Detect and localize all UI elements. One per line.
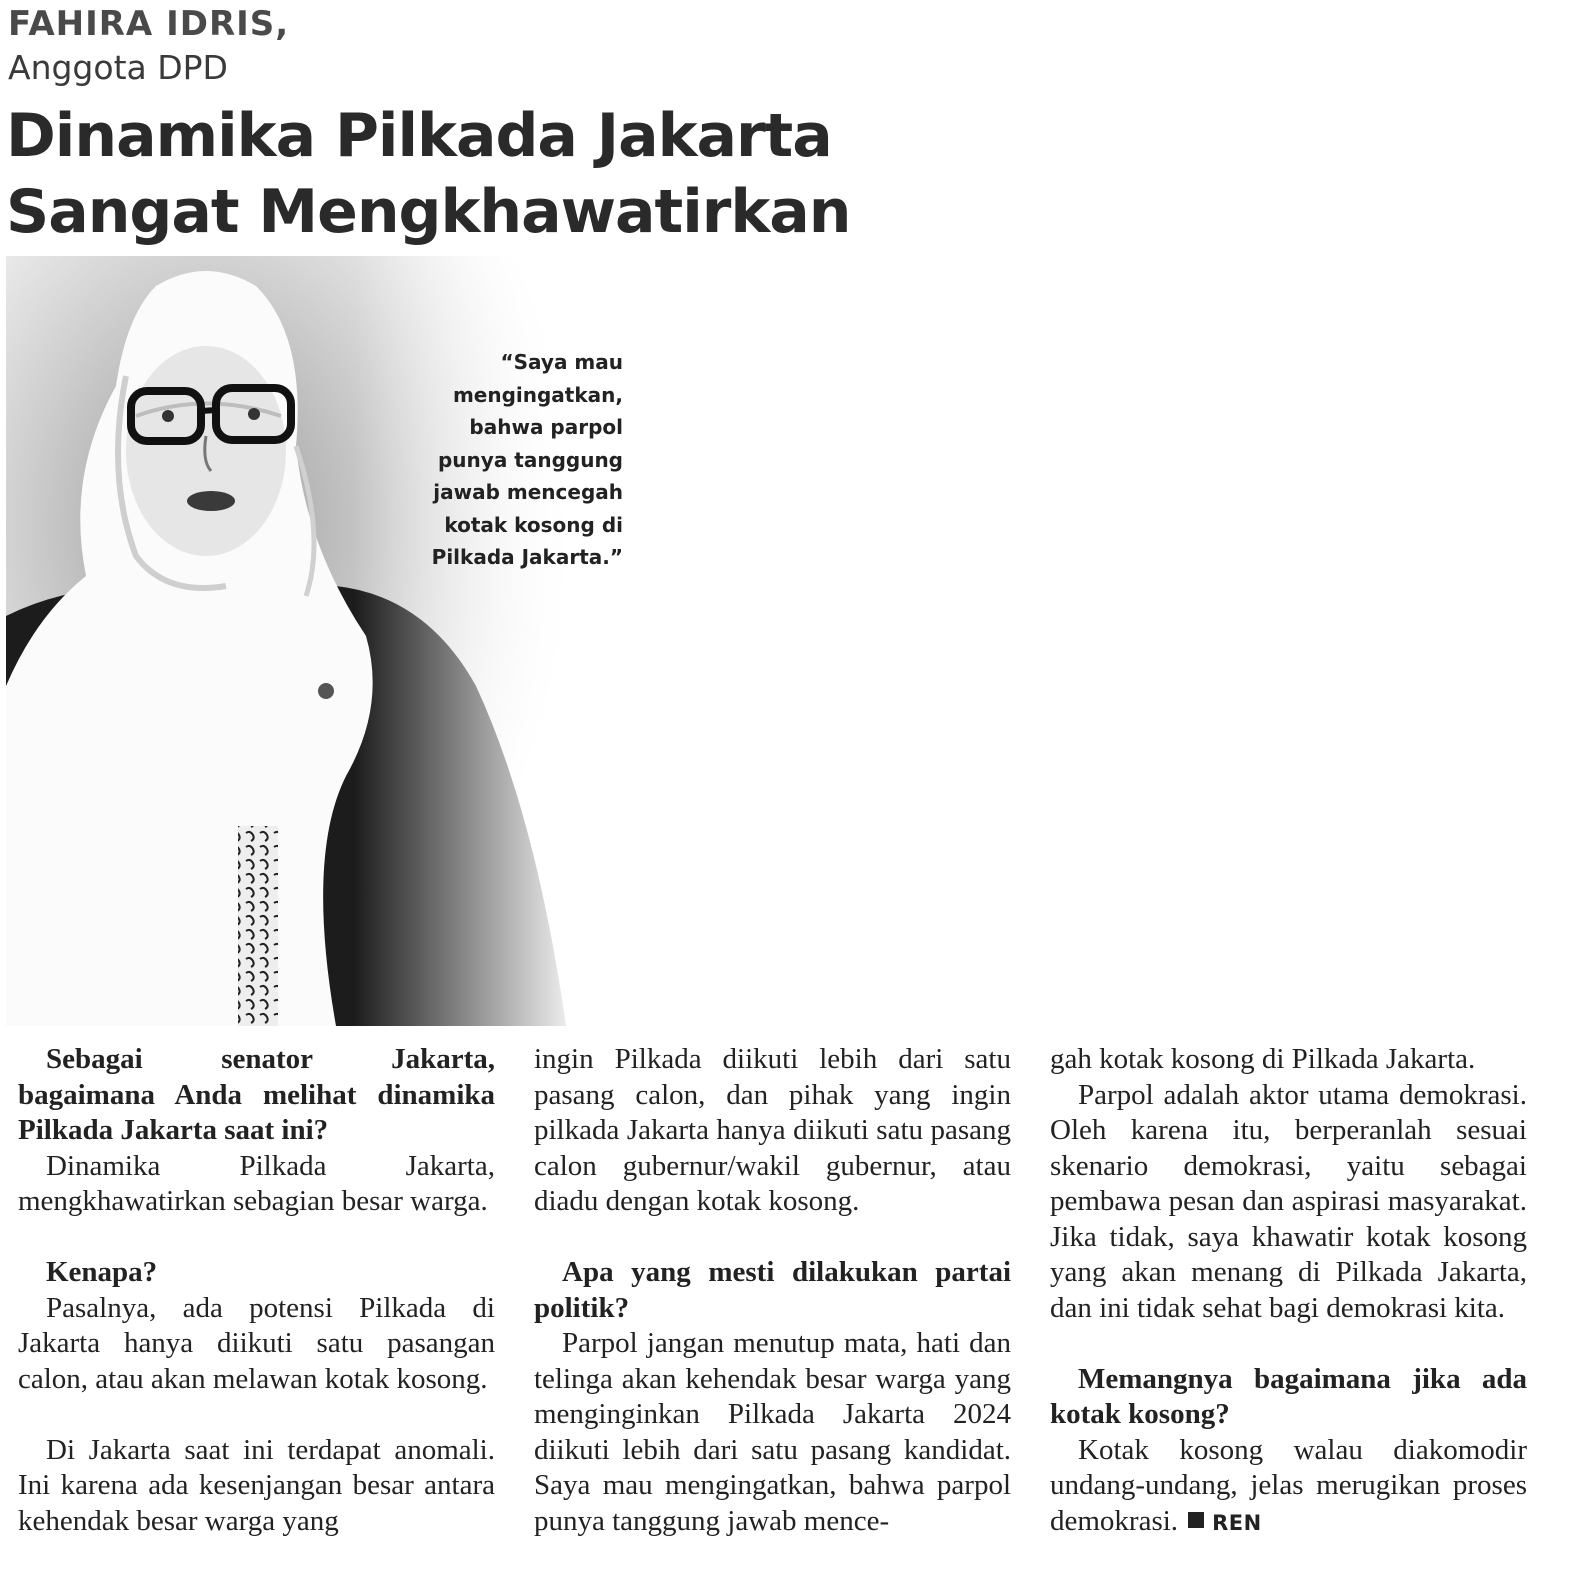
headline-line-1: Dinamika Pilkada Jakarta (6, 101, 832, 171)
end-mark-icon (1188, 1512, 1204, 1528)
question-1: Sebagai senator Jakarta, bagaimana Anda melihat dinamika Pilkada Jakarta saat ini? (18, 1043, 495, 1146)
article-column-3 (1050, 1042, 1527, 1541)
question-4: Memangnya bagaimana jika ada kotak kosong? (1050, 1362, 1527, 1430)
answer-3: Di Jakarta saat ini terdapat anomali. Ini karena ada kesenjangan besar antara kehendak besar warga yang (18, 1433, 495, 1537)
answer-2: Pasalnya, ada potensi Pilkada di Jakarta hanya diikuti satu pasangan calon, atau akan melawan kotak kosong. (18, 1291, 495, 1395)
pull-quote-line: jawab mencegah (433, 480, 623, 504)
answer-4: Parpol jangan menutup mata, hati dan telinga akan kehendak besar warga yang menginginkan Pilkada Jakarta 2024 diikuti lebih dari satu pasang kandidat. Saya mau mengingatkan, bahwa parpol punya tanggung jawab mence- (534, 1327, 1011, 1537)
headline (6, 98, 851, 250)
answer-5: Parpol adalah aktor utama demokrasi. Oleh karena itu, berperanlah sesuai skenario demokrasi, yaitu sebagai pembawa pesan dan aspirasi masyarakat. Jika tidak, saya khawatir kotak kosong yang akan menang di Pilkada Jakarta, dan ini tidak sehat bagi demokrasi kita. (1050, 1078, 1527, 1324)
question-2: Kenapa? (46, 1256, 158, 1288)
article-column-2 (534, 1042, 1011, 1539)
pull-quote-line: bahwa parpol (469, 415, 623, 439)
interviewee-name: FAHIRA IDRIS, (8, 4, 290, 44)
answer-4-continued: gah kotak kosong di Pilkada Jakarta. (1050, 1043, 1476, 1075)
pull-quote-line: punya tanggung (437, 447, 623, 472)
author-signature: REN (1212, 1510, 1262, 1535)
answer-6-text: Kotak kosong walau diakomodir undang-undang, jelas merugikan proses demokrasi. (1050, 1433, 1527, 1537)
answer-3-continued: ingin Pilkada diikuti lebih dari satu pasang calon, dan pihak yang ingin pilkada Jakarta hanya diikuti satu pasang calon gubernur/wakil gubernur, atau diadu dengan kotak kosong. (534, 1043, 1011, 1217)
headline-line-2: Sangat Mengkhawatirkan (6, 177, 851, 247)
pull-quote (395, 346, 623, 574)
answer-6 (1050, 1433, 1527, 1542)
question-3: Apa yang mesti dilakukan partai politik? (534, 1256, 1011, 1324)
pull-quote-line: Pilkada Jakarta.” (431, 545, 623, 569)
article-column-1 (18, 1042, 495, 1539)
pull-quote-line: mengingatkan, (452, 382, 623, 407)
pull-quote-line: kotak kosong di (444, 512, 623, 537)
interviewee-role: Anggota DPD (8, 48, 228, 87)
answer-1: Dinamika Pilkada Jakarta, mengkhawatirkan sebagian besar warga. (18, 1149, 495, 1217)
pull-quote-line: “Saya mau (500, 350, 623, 374)
